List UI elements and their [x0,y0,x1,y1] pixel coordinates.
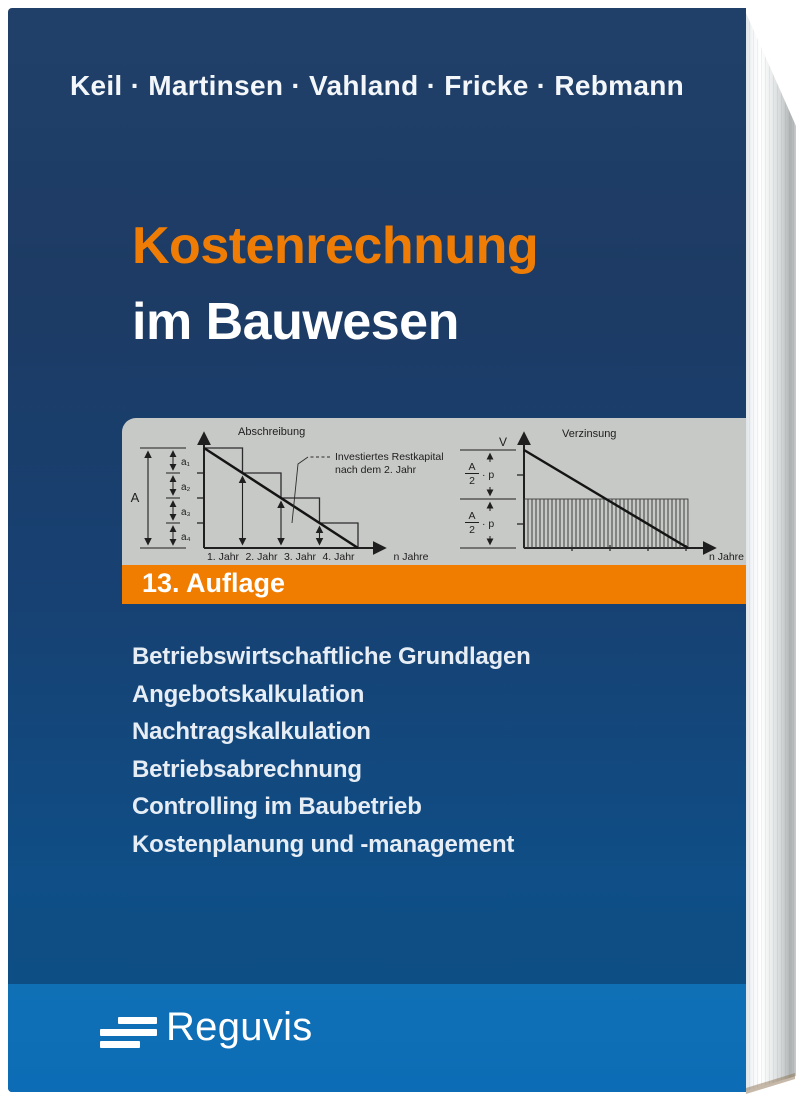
logo-bar-middle [100,1029,157,1036]
fraction-denominator: 2 [469,475,475,487]
title-line-1: Kostenrechnung [132,217,539,275]
topic-item: Betriebsabrechnung [132,755,362,783]
x-label-year4: 4. Jahr [322,551,355,563]
topic-item: Kostenplanung und -management [132,830,515,858]
edition-label: 13. Auflage [142,568,286,598]
topic-item: Betriebswirtschaftliche Grundlagen [132,643,531,670]
logo-bar-top [118,1017,157,1024]
label-a3: a₃ [181,507,191,518]
fraction-suffix: · p [482,518,495,530]
topic-item: Controlling im Baubetrieb [132,793,422,820]
label-a1: a₁ [181,457,190,468]
edition-banner [122,565,746,604]
topics-list [132,638,531,863]
label-a2: a₂ [181,482,191,493]
verzinsung-chart [460,428,744,563]
title-line-2: im Bauwesen [132,293,459,351]
topic-item: Angebotskalkulation [132,680,365,708]
x-label-year2: 2. Jahr [245,551,278,563]
depreciation-interest-diagram [122,418,746,565]
title-block [132,217,539,351]
fraction-numerator: A [468,461,476,473]
hatched-area [524,499,688,548]
logo-bar-bottom [100,1041,140,1048]
lower-fraction-label [465,510,494,536]
x-label-year3: 3. Jahr [283,551,317,563]
book-front-cover [8,8,746,1092]
book-pages-edge [746,0,796,1105]
authors-line: Keil · Martinsen · Vahland · Fricke · Rebmann [69,70,685,101]
abschreibung-title: Abschreibung [238,426,306,438]
y-axis-ticks [197,473,204,523]
diagram-panel [122,418,746,565]
fraction-numerator: A [468,510,476,522]
verzinsung-title: Verzinsung [562,428,617,440]
label-V: V [498,435,508,449]
x-label-year1: 1. Jahr [206,551,240,563]
upper-fraction-label [465,461,494,487]
x-label-njahre: n Jahre [708,551,744,563]
publisher-band [8,984,746,1092]
annotation-line2: nach dem 2. Jahr [335,464,417,476]
x-label-njahre: n Jahre [393,551,429,563]
fraction-denominator: 2 [469,524,475,536]
label-a4: a₄ [181,532,191,543]
fraction-suffix: · p [482,469,495,481]
y-axis-ticks [517,475,524,524]
topic-item: Nachtragskalkulation [132,718,371,745]
reguvis-bars-icon [100,1017,157,1048]
annotation-line1: Investiertes Restkapital [335,451,444,463]
label-A: A [130,490,140,505]
publisher-logo [100,1006,313,1048]
abschreibung-chart [131,426,444,563]
publisher-name: Reguvis [166,1005,313,1049]
